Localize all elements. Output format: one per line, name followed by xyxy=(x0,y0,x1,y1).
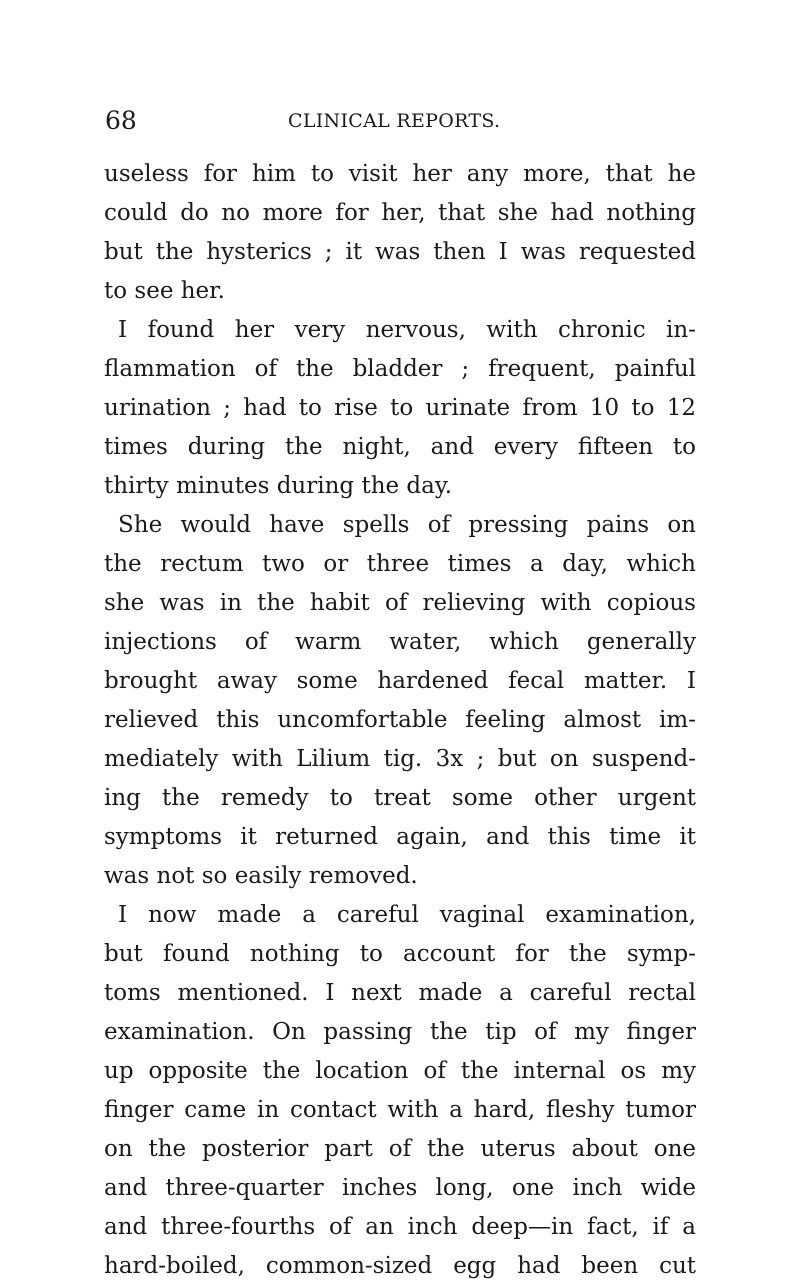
text-line: I now made a careful vaginal examination, xyxy=(118,902,696,928)
text-line: examination. On passing the tip of my finger xyxy=(104,1019,696,1045)
text-line: was not so easily removed. xyxy=(104,863,418,889)
text-line: thirty minutes during the day. xyxy=(104,473,453,499)
text-line: the rectum two or three times a day, which xyxy=(104,551,696,577)
text-line: she was in the habit of relieving with copious xyxy=(104,590,696,616)
running-head xyxy=(105,104,695,138)
running-head-title: CLINICAL REPORTS. xyxy=(288,110,501,132)
text-line: urination ; had to rise to urinate from 10 to 12 xyxy=(104,395,696,421)
text-line: brought away some hardened fecal matter. I xyxy=(104,668,696,694)
text-line: flammation of the bladder ; frequent, painful xyxy=(104,356,696,382)
text-line: and three-quarter inches long, one inch wide xyxy=(104,1175,696,1201)
text-line: up opposite the location of the internal os my xyxy=(104,1058,696,1084)
text-line: mediately with Lilium tig. 3x ; but on suspend- xyxy=(104,746,696,772)
text-line: symptoms it returned again, and this time it xyxy=(104,824,696,850)
text-line: finger came in contact with a hard, fleshy tumor xyxy=(104,1097,696,1123)
text-line: hard-boiled, common-sized egg had been cut xyxy=(104,1253,696,1279)
text-line: toms mentioned. I next made a careful rectal xyxy=(104,980,696,1006)
text-line: injections of warm water, which generally xyxy=(104,629,696,655)
page-number: 68 xyxy=(105,106,137,135)
text-line: I found her very nervous, with chronic in- xyxy=(118,317,696,343)
text-line: and three-fourths of an inch deep—in fact, if a xyxy=(104,1214,696,1240)
text-line: to see her. xyxy=(104,278,225,304)
text-line: relieved this uncomfortable feeling almost im- xyxy=(104,707,696,733)
text-line: but found nothing to account for the symp- xyxy=(104,941,696,967)
text-line: times during the night, and every fifteen to xyxy=(104,434,696,460)
text-line: on the posterior part of the uterus about one xyxy=(104,1136,696,1162)
text-line: but the hysterics ; it was then I was requested xyxy=(104,239,696,265)
text-line: could do no more for her, that she had nothing xyxy=(104,200,696,226)
text-line: useless for him to visit her any more, that he xyxy=(104,161,696,187)
text-line: She would have spells of pressing pains on xyxy=(118,512,696,538)
text-line: ing the remedy to treat some other urgent xyxy=(104,785,696,811)
body-text xyxy=(104,155,696,1286)
